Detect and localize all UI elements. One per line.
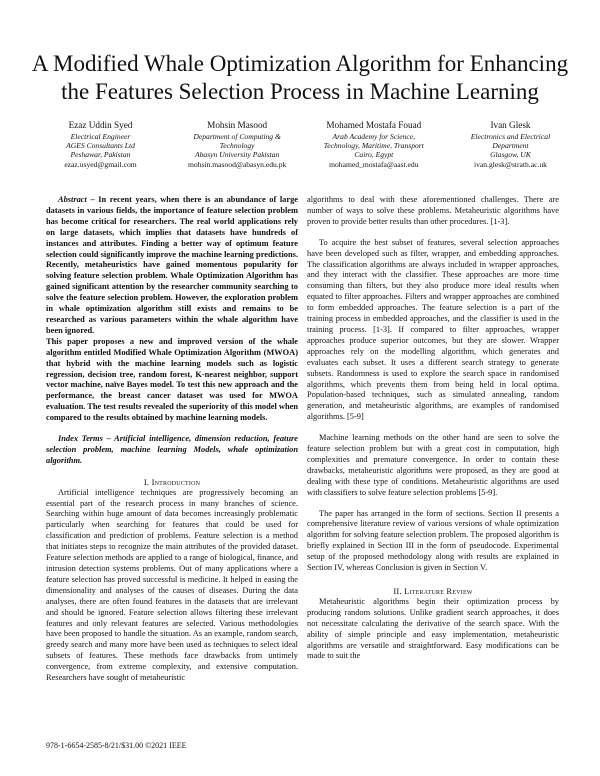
author-affiliation: Abasyn University Pakistan xyxy=(194,150,280,160)
abstract xyxy=(46,195,298,337)
author-email: mohamed_mostafa@aast.edu xyxy=(329,159,419,169)
author-name: Mohsin Masood xyxy=(207,120,268,130)
section-heading-introduction: I. Introduction xyxy=(143,476,201,487)
left-column xyxy=(46,195,298,684)
author-affiliation: Technology, Maritime, Transport xyxy=(323,141,424,151)
index-terms: Index Terms – Artificial intelligence, dimension reduction, feature selection problem, machine learning Models, whale optimization algorithm. xyxy=(46,434,298,465)
introduction-paragraph: Artificial intelligence techniques are progressively becoming an essential part of the research process in many branches of science. Searching within huge amount of data becomes increasingly problematic particularly when searching for features that could be used for classification and prediction of problems. Feature selection is a method that initiates steps to recognize the main attributes of the provided dataset. Feature selection methods are applied to a range of biological, finance, and intrusion detection systems problems. Out of many applications where a feature selection has proved successful is medicine. It helped in easing the dimensionality and analyses of the causes of diseases. During the data analyses, there are often found features in the datasets that are irrelevant and should be ignored. Feature selection allows filtering these irrelevant features and only relevant features are selected. Various methodologies have been proposed to handle the situation. As an example, random search, greedy search and many more have been used as techniques to select ideal subsets of features. These methods face drawbacks from untimely convergence, from extreme complexity, and extensive computation. Researchers have sought of metaheuristic xyxy=(46,487,298,683)
author-email: ivan.glesk@strath.ac.uk xyxy=(473,159,547,169)
author-affiliation: Cairo, Egypt xyxy=(354,150,394,160)
author-email: mohsin.masood@abasyn.edu.pk xyxy=(187,159,287,169)
author-affiliation: Department xyxy=(492,141,529,151)
abstract-text: – In recent years, when there is an abundance of large datasets in various fields, the importance of feature selection problem has become critical for researchers. The real world applications rely on large datasets, which implies that datasets have hundreds of instances and attributes. Finding a better way of optimum feature selection could significantly improve the machine learning predictions. Recently, metaheuristics have gained momentous popularity for solving feature selection problem. Whale Optimization Algorithm has gained significant attention by the researcher community searching to solve the feature selection problem. However, the exploration problem in whale optimization algorithm still exists and remains to be researched as various parameters within the whale algorithm have been ignored. xyxy=(46,195,298,335)
body-paragraph: algorithms to deal with these aforementioned challenges. There are number of ways to solve these problems. Metaheuristic algorithms have proven to provide better results than other procedures. [1-3]. xyxy=(307,195,559,226)
author-affiliation: Electronics and Electrical xyxy=(470,132,551,141)
abstract-text-2: This paper proposes a new and improved version of the whale algorithm entitled Modified Whale Optimization Algorithm (MWOA) that hybrid with the machine learning models such as logistic regression, decision tree, random forest, K-nearest neighbor, support vector machine, naïve Bayes model. To test this new approach and the performance, the breast cancer dataset was used for MWOA evaluation. The test results revealed the superiority of this model when compared to the results obtained by machine learning models. xyxy=(46,336,298,423)
paper-title: A Modified Whale Optimization Algorithm for Enhancing the Features Selection Process in Machine Learning xyxy=(31,51,569,104)
body-paragraph: Metaheuristic algorithms begin their optimization process by producing random solutions. Unlike gradient search approaches, it does not necessitate calculating the derivative of the search space. With the ability of simple principle and easy implementation, metaheuristic algorithms are versatile and straightforward. Easy modifications can be made to suit the xyxy=(307,596,559,661)
author-2 xyxy=(175,119,300,169)
author-block xyxy=(38,119,573,169)
author-affiliation: AGES Consultants Ltd xyxy=(66,141,135,151)
author-3 xyxy=(311,119,436,169)
body-paragraph: The paper has arranged in the form of sections. Section II presents a comprehensive literature review of various versions of whale optimization algorithm for solving feature selection problem. The proposed algorithm is briefly explained in Section III in the form of pseudocode. Experimental setup of the proposed methodology along with results are explained in Section IV, whereas Conclusion is given in Section V. xyxy=(307,508,559,573)
body-paragraph: To acquire the best subset of features, several selection approaches have been developed such as filter, wrapper, and embedding approaches. The classification algorithms are always included in wrapper approaches, and they interact with the classifier. These approaches are more time consuming than filters, but they also produce more ideal results when equated to filter approaches. Filters and wrapper approaches are combined to form embedded approaches. The feature selection is a part of the training process in embedded approaches, and the classifier is used in the training process. [1-3]. If compared to filter approaches, wrapper approaches produce superior outcomes, but they are slower. Wrapper approaches rely on the modelling algorithm, which generates and evaluates each subset. It uses a different search strategy to generate subsets. Randomness is used to explore the search space in randomised algorithms, which prevents them from being held in local optima. Population-based techniques, such as simulated annealing, random generation, and metaheuristic algorithms, are examples of randomised algorithms. [5-9] xyxy=(307,237,559,422)
author-affiliation: Department of Computing & xyxy=(193,132,281,141)
author-affiliation: Technology xyxy=(219,141,255,151)
author-name: Ezaz Uddin Syed xyxy=(68,120,133,130)
author-1 xyxy=(38,119,163,169)
author-4 xyxy=(448,119,573,169)
author-affiliation: Glasgow, UK xyxy=(490,150,531,160)
author-name: Mohamed Mostafa Fouad xyxy=(326,120,422,130)
abstract-label: Abstract xyxy=(58,195,87,204)
right-column xyxy=(307,195,559,662)
body-paragraph: Machine learning methods on the other hand are seen to solve the feature selection problem but with a great cost in computation, high complexities and premature convergence. In order to contain these drawbacks, metaheuristic algorithms were proposed, as they are good at dealing with these type of conditions. Metaheuristic algorithms are used with classifiers to solve feature selection problems [5-9]. xyxy=(307,433,559,497)
author-affiliation: Electrical Engineer xyxy=(70,132,131,141)
section-heading-literature-review: II. Literature Review xyxy=(393,586,473,596)
author-name: Ivan Glesk xyxy=(490,120,531,130)
author-affiliation: Peshawar, Pakistan xyxy=(70,150,131,160)
copyright-footer: 978-1-6654-2585-8/21/$31.00 ©2021 IEEE xyxy=(46,741,187,750)
author-email: ezaz.usyed@gmail.com xyxy=(64,159,137,169)
author-affiliation: Arab Academy for Science, xyxy=(332,132,416,141)
